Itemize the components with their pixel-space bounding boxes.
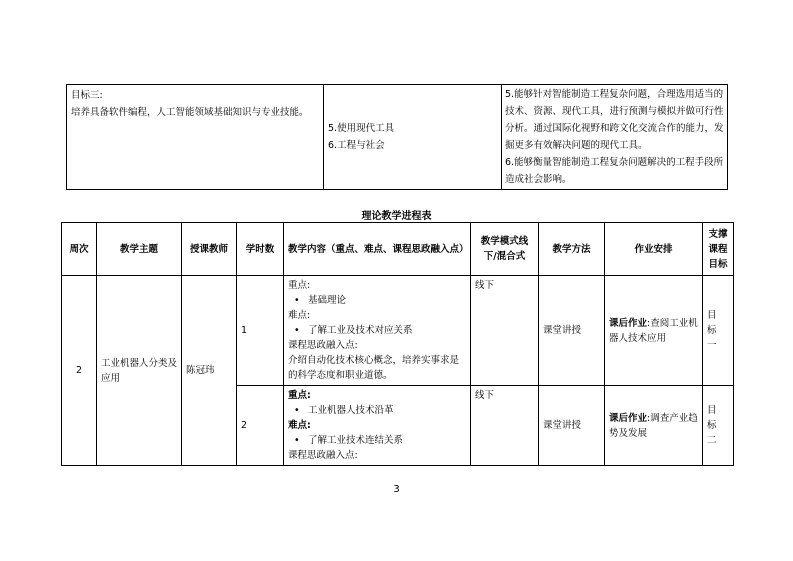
ideology-label: 课程思政融入点: bbox=[288, 450, 358, 461]
header-mode: 教学模式线下/混合式 bbox=[471, 223, 539, 276]
homework-text: :查阅工业机器人技术应用 bbox=[609, 317, 698, 344]
homework-cell bbox=[605, 276, 703, 386]
objectives-table bbox=[66, 84, 728, 190]
homework-label: 课后作业 bbox=[609, 317, 648, 329]
header-row bbox=[62, 223, 734, 276]
key-item-text: 基础理论 bbox=[308, 295, 347, 306]
goal-text: 培养具备软件编程，人工智能领域基础知识与专业技能。 bbox=[71, 107, 309, 118]
method-cell: 课堂讲授 bbox=[539, 386, 605, 466]
header-content: 教学内容（重点、难点、课程思政融入点） bbox=[284, 223, 471, 276]
requirement-item: 6.工程与社会 bbox=[328, 140, 385, 151]
key-item bbox=[288, 293, 466, 308]
difficulty-item-text: 了解工业技术连结关系 bbox=[308, 435, 404, 446]
bullet-icon: • bbox=[294, 295, 300, 306]
schedule-table bbox=[61, 222, 734, 466]
content-cell bbox=[284, 386, 471, 466]
key-label: 重点: bbox=[288, 390, 311, 401]
difficulty-item bbox=[288, 433, 466, 448]
page-number: 3 bbox=[393, 484, 400, 495]
key-item bbox=[288, 403, 466, 418]
ideology-label: 课程思政融入点: bbox=[288, 340, 358, 351]
goal-cell bbox=[67, 85, 324, 190]
requirement-item: 5.使用现代工具 bbox=[328, 123, 395, 134]
header-hours: 学时数 bbox=[237, 223, 284, 276]
homework-cell bbox=[605, 386, 703, 466]
header-topic: 教学主题 bbox=[97, 223, 182, 276]
homework-text: :调查产业趋势及发展 bbox=[609, 412, 698, 439]
header-goal: 支撑课程目标 bbox=[703, 223, 734, 276]
goal-title: 目标三: bbox=[71, 90, 103, 101]
header-teacher: 授课教师 bbox=[182, 223, 237, 276]
header-week: 周次 bbox=[62, 223, 97, 276]
difficulty-label: 难点: bbox=[288, 310, 311, 321]
bullet-icon: • bbox=[294, 435, 300, 446]
teacher-cell: 陈冠玮 bbox=[182, 276, 237, 466]
header-homework: 作业安排 bbox=[605, 223, 703, 276]
indicator-cell bbox=[502, 85, 728, 190]
goal-cell: 目标一 bbox=[703, 276, 734, 386]
mode-cell: 线下 bbox=[471, 386, 539, 466]
bullet-icon: • bbox=[294, 325, 300, 336]
indicator-item: 5.能够针对智能制造工程复杂问题，合理选用适当的技术、资源、现代工具，进行预测与模拟并做可行性分析。通过国际化视野和跨文化交流合作的能力，发掘更多有效解决问题的现代工具。 bbox=[505, 89, 724, 151]
topic-cell: 工业机器人分类及应用 bbox=[97, 276, 182, 466]
hours-cell: 2 bbox=[237, 386, 284, 466]
graduation-requirements-cell bbox=[324, 85, 502, 190]
header-method: 教学方法 bbox=[539, 223, 605, 276]
ideology-text: 介绍自动化技术核心概念，培养实事求是的科学态度和职业道德。 bbox=[288, 355, 460, 381]
difficulty-label: 难点: bbox=[288, 420, 311, 431]
week-cell: 2 bbox=[62, 276, 97, 466]
schedule-title: 理论教学进程表 bbox=[361, 211, 432, 222]
bullet-icon: • bbox=[294, 405, 300, 416]
difficulty-item bbox=[288, 323, 466, 338]
method-cell: 课堂讲授 bbox=[539, 276, 605, 386]
indicator-item: 6.能够衡量智能制造工程复杂问题解决的工程手段所造成社会影响。 bbox=[505, 157, 724, 185]
table-row bbox=[62, 276, 734, 386]
key-label: 重点: bbox=[288, 280, 311, 291]
content-cell bbox=[284, 276, 471, 386]
key-item-text: 工业机器人技术沿革 bbox=[308, 405, 394, 416]
homework-label: 课后作业 bbox=[609, 412, 648, 424]
goal-cell: 目标二 bbox=[703, 386, 734, 466]
hours-cell: 1 bbox=[237, 276, 284, 386]
mode-cell: 线下 bbox=[471, 276, 539, 386]
difficulty-item-text: 了解工业及技术对应关系 bbox=[308, 325, 413, 336]
